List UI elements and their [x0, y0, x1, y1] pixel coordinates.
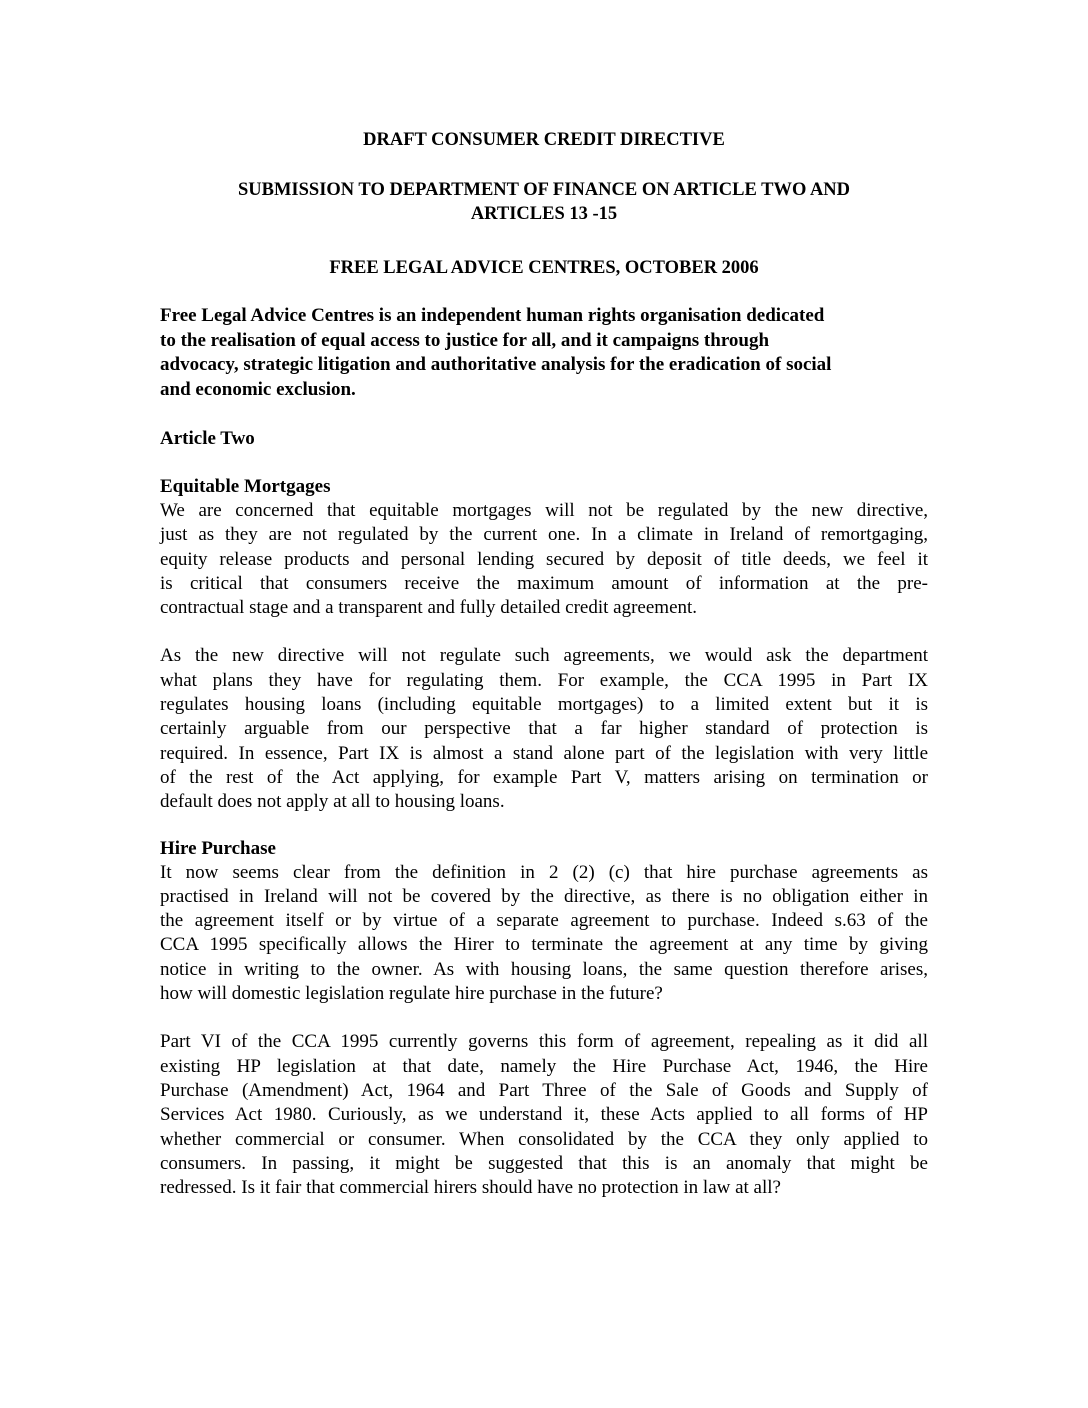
intro-line: to the realisation of equal access to justice for all, and it campaigns through: [160, 329, 770, 351]
paragraph-line: It now seems clear from the definition in 2 (2) (c) that hire purchase agreements as: [160, 861, 928, 883]
document-page: [160, 128, 928, 1200]
paragraph-line: how will domestic legislation regulate hire purchase in the future?: [160, 983, 663, 1005]
paragraph-equitable-mortgages-2: [160, 644, 928, 814]
paragraph-hire-purchase-2: [160, 1030, 928, 1200]
paragraph-line: contractual stage and a transparent and fully detailed credit agreement.: [160, 597, 698, 619]
paragraph-line: the agreement itself or by virtue of a separate agreement to purchase. Indeed s.63 of the: [160, 910, 928, 932]
paragraph-line: whether commercial or consumer. When consolidated by the CCA they only applied to: [160, 1128, 928, 1150]
paragraph-spacer: [160, 1006, 928, 1030]
paragraph-line: default does not apply at all to housing loans.: [160, 791, 505, 813]
paragraph-line: We are concerned that equitable mortgages will not be regulated by the new directive,: [160, 500, 928, 521]
heading-equitable-mortgages: Equitable Mortgages: [160, 476, 331, 497]
paragraph-line: CCA 1995 specifically allows the Hirer to terminate the agreement at any time by giving: [160, 934, 928, 956]
heading-article-two: Article Two: [160, 428, 255, 449]
paragraph-line: existing HP legislation at that date, namely the Hire Purchase Act, 1946, the Hire: [160, 1055, 928, 1077]
document-title: DRAFT CONSUMER CREDIT DIRECTIVE: [363, 130, 725, 150]
paragraph-line: just as they are not regulated by the current one. In a climate in Ireland of remortgaging,: [160, 524, 928, 546]
document-subtitle-line-2: ARTICLES 13 -15: [470, 204, 618, 224]
paragraph-line: required. In essence, Part IX is almost a stand alone part of the legislation with very little: [160, 742, 928, 764]
paragraph-line: is critical that consumers receive the maximum amount of information at the pre-: [160, 572, 928, 594]
paragraph-line: regulates housing loans (including equitable mortgages) to a limited extent but it is: [160, 694, 928, 716]
paragraph-line: certainly arguable from our perspective that a far higher standard of protection is: [160, 718, 928, 740]
intro-line: and economic exclusion.: [160, 378, 356, 400]
paragraph-line: of the rest of the Act applying, for example Part V, matters arising on termination or: [160, 766, 928, 788]
paragraph-hire-purchase-1: [160, 861, 928, 1007]
paragraph-line: Services Act 1980. Curiously, as we understand it, these Acts applied to all forms of HP: [160, 1104, 928, 1126]
paragraph-line: consumers. In passing, it might be suggested that this is an anomaly that might be: [160, 1152, 928, 1174]
paragraph-spacer: [160, 620, 928, 644]
intro-line: advocacy, strategic litigation and authoritative analysis for the eradication of social: [160, 354, 832, 375]
paragraph-line: Purchase (Amendment) Act, 1964 and Part Three of the Sale of Goods and Supply of: [160, 1079, 928, 1101]
paragraph-line: Part VI of the CCA 1995 currently governs this form of agreement, repealing as it did all: [160, 1031, 928, 1053]
document-author-line: FREE LEGAL ADVICE CENTRES, OCTOBER 2006: [329, 258, 759, 278]
paragraph-line: notice in writing to the owner. As with housing loans, the same question therefore arises,: [160, 958, 928, 980]
paragraph-equitable-mortgages-1: [160, 499, 928, 620]
paragraph-line: equity release products and personal lending secured by deposit of title deeds, we feel it: [160, 548, 928, 570]
paragraph-line: practised in Ireland will not be covered by the directive, as there is no obligation either in: [160, 885, 928, 907]
document-subtitle-line-1: SUBMISSION TO DEPARTMENT OF FINANCE ON ARTICLE TWO AND: [237, 180, 851, 200]
document-subtitle: [160, 178, 928, 226]
intro-line: Free Legal Advice Centres is an independent human rights organisation dedicated: [160, 305, 825, 326]
intro-statement: [160, 304, 928, 402]
paragraph-line: what plans they have for regulating them. For example, the CCA 1995 in Part IX: [160, 669, 928, 691]
heading-hire-purchase: Hire Purchase: [160, 837, 276, 859]
paragraph-line: redressed. Is it fair that commercial hirers should have no protection in law at all?: [160, 1177, 781, 1199]
paragraph-line: As the new directive will not regulate such agreements, we would ask the department: [160, 645, 928, 667]
